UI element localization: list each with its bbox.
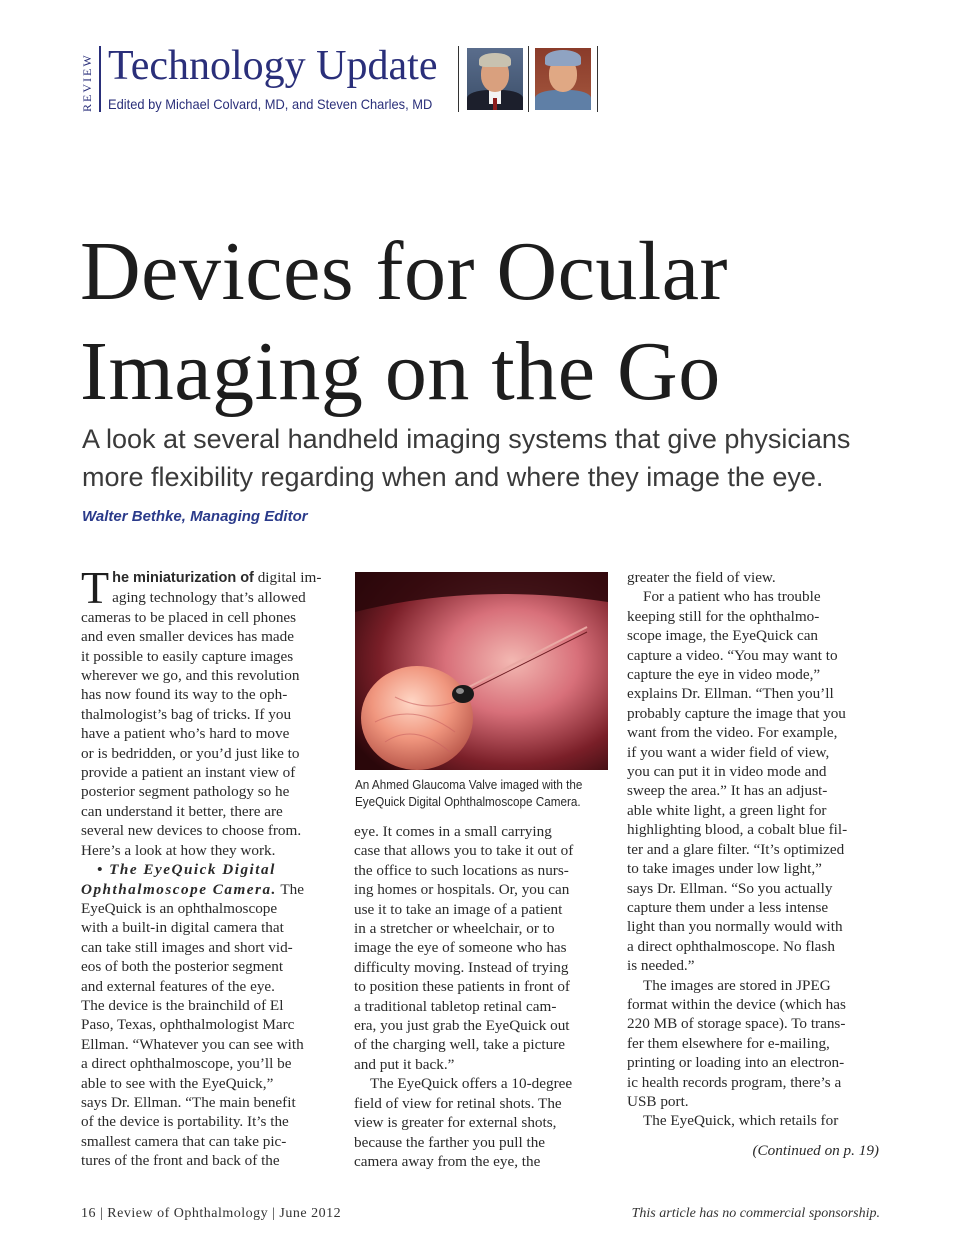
body-line: to position these patients in front of — [354, 978, 570, 996]
body-line: ing homes or hospitals. Or, you can — [354, 881, 570, 899]
body-line: The EyeQuick offers a 10-degree — [370, 1075, 573, 1093]
body-line: cameras to be placed in cell phones — [81, 608, 297, 626]
body-line: in a stretcher or wheelchair, or to — [354, 920, 555, 938]
body-line: keeping still for the ophthalmo- — [627, 607, 820, 625]
subhead: Ophthalmoscope Camera. — [81, 880, 277, 898]
body-line: provide a patient an instant view of — [81, 764, 296, 782]
article-title — [80, 222, 728, 422]
body-line: able to see with the EyeQuick,” — [81, 1074, 274, 1092]
body-line: smallest camera that can take pic- — [81, 1132, 287, 1150]
body-column-1 — [81, 562, 335, 1171]
body-line: eye. It comes in a small carrying — [354, 823, 552, 840]
body-line: and even smaller devices has made — [81, 628, 294, 646]
body-line: capture a video. “You may want to — [627, 646, 838, 664]
body-line: ic health records program, there’s a — [627, 1073, 842, 1091]
body-line: can take still images and short vid- — [81, 938, 293, 956]
body-line: because the farther you pull the — [354, 1133, 546, 1151]
body-line: says Dr. Ellman. “So you actually — [627, 879, 833, 897]
body-line: and put it back.” — [354, 1055, 455, 1073]
body-column-3 — [627, 568, 881, 1160]
photo-divider — [597, 46, 598, 112]
sponsorship-note: This article has no commercial sponsorship. — [631, 1206, 880, 1221]
page-footer-folio: 16 | Review of Ophthalmology | June 2012 — [81, 1206, 342, 1221]
body-line: Paso, Texas, ophthalmologist Marc — [81, 1016, 295, 1034]
body-line: aging technology that’s allowed — [112, 589, 306, 607]
body-line: difficulty moving. Instead of trying — [354, 958, 569, 976]
body-line: a traditional tabletop retinal cam- — [354, 997, 557, 1015]
body-line: The images are stored in JPEG — [643, 976, 831, 994]
body-line: use it to take an image of a patient — [354, 900, 563, 918]
body-line: For a patient who has trouble — [643, 588, 821, 606]
photo-divider — [458, 46, 459, 112]
body-line: with a built-in digital camera that — [81, 919, 284, 937]
body-line: sweep the area.” It has an adjust- — [627, 782, 828, 800]
body-line: field of view for retinal shots. The — [354, 1094, 562, 1112]
body-line: scope image, the EyeQuick can — [627, 627, 819, 645]
body-line: of the device is portability. It’s the — [81, 1113, 289, 1131]
body-line: he miniaturization of digital im- — [112, 569, 322, 586]
body-line: ter and a glare filter. “It’s optimized — [627, 840, 845, 858]
body-line: the office to such locations as nurs- — [354, 861, 569, 879]
body-line: Ophthalmoscope Camera. The — [81, 880, 304, 898]
body-line: case that allows you to take it out of — [354, 842, 574, 860]
body-line: capture the eye in video mode,” — [627, 666, 821, 684]
figure-caption — [355, 776, 615, 810]
body-line: or is bedridden, or you’d just like to — [81, 744, 300, 762]
body-line: have a patient who’s hard to move — [81, 725, 290, 743]
body-line: EyeQuick is an ophthalmoscope — [81, 899, 278, 917]
deck-line: more flexibility regarding when and where they image the eye. — [82, 462, 824, 492]
figure-eyequick-image — [355, 572, 608, 770]
body-line: wherever we go, and this revolution — [81, 667, 300, 685]
body-line: thalmologist’s bag of tricks. If you — [81, 705, 292, 723]
body-line: view is greater for external shots, — [354, 1114, 557, 1132]
photo-divider — [528, 46, 529, 112]
body-line: Here’s a look at how they work. — [81, 841, 276, 859]
body-line: highlighting blood, a cobalt blue fil- — [627, 821, 848, 839]
body-line: explains Dr. Ellman. “Then you’ll — [627, 685, 834, 703]
body-line: says Dr. Ellman. “The main benefit — [81, 1093, 296, 1111]
body-line: has now found its way to the oph- — [81, 686, 288, 704]
body-line: and external features of the eye. — [81, 977, 275, 995]
article-deck — [82, 420, 902, 496]
body-line: several new devices to choose from. — [81, 822, 302, 840]
body-line: can understand it better, there are — [81, 802, 283, 820]
body-line: USB port. — [627, 1092, 689, 1110]
body-line: The EyeQuick, which retails for — [643, 1112, 839, 1130]
body-line: fer them elsewhere for e-mailing, — [627, 1034, 830, 1052]
caption-line: An Ahmed Glaucoma Valve imaged with the — [355, 777, 583, 792]
body-line: greater the field of view. — [627, 569, 776, 586]
body-line: image the eye of someone who has — [354, 939, 567, 957]
section-tag: REVIEW — [80, 53, 94, 112]
body-line: camera away from the eye, the — [354, 1152, 541, 1170]
header-rule — [99, 46, 101, 112]
body-line: a direct ophthalmoscope, you’ll be — [81, 1055, 292, 1073]
body-column-2 — [354, 822, 608, 1171]
body-line: light than you normally would with — [627, 918, 843, 936]
subhead: • The EyeQuick Digital — [97, 861, 276, 879]
body-line: a direct ophthalmoscope. No flash — [627, 937, 835, 955]
body-line: capture them under a less intense — [627, 898, 829, 916]
body-line: era, you just grab the EyeQuick out — [354, 1017, 570, 1035]
body-line: if you want a wider field of view, — [627, 743, 830, 761]
continued-note: (Continued on p. 19) — [752, 1141, 879, 1159]
body-line: it possible to easily capture images — [81, 647, 294, 665]
body-line: to take images under low light,” — [627, 860, 822, 878]
body-line: is needed.” — [627, 957, 695, 975]
byline: Walter Bethke, Managing Editor — [82, 508, 308, 525]
section-editors: Edited by Michael Colvard, MD, and Steven Charles, MD — [108, 96, 433, 112]
article-title-line: Imaging on the Go — [80, 325, 721, 418]
lead-in: he miniaturization of — [112, 570, 254, 586]
editor-photo-colvard — [467, 48, 523, 110]
section-title: Technology Update — [108, 43, 438, 89]
body-line: tures of the front and back of the — [81, 1152, 280, 1170]
body-line: The device is the brainchild of El — [81, 996, 284, 1014]
body-line: posterior segment pathology so he — [81, 783, 290, 801]
drop-cap: T — [81, 562, 110, 613]
deck-line: A look at several handheld imaging systems that give physicians — [82, 424, 851, 454]
body-line: format within the device (which has — [627, 995, 846, 1013]
body-line: 220 MB of storage space). To trans- — [627, 1015, 846, 1033]
body-line: printing or loading into an electron- — [627, 1054, 845, 1072]
body-line: eos of both the posterior segment — [81, 958, 284, 976]
editor-photo-charles — [535, 48, 591, 110]
body-line: Ellman. “Whatever you can see with — [81, 1035, 304, 1053]
body-line: probably capture the image that you — [627, 704, 846, 722]
body-line: you can put it in video mode and — [627, 763, 827, 781]
body-line: able white light, a green light for — [627, 801, 827, 819]
caption-line: EyeQuick Digital Ophthalmoscope Camera. — [355, 794, 581, 809]
body-line: of the charging well, take a picture — [354, 1036, 565, 1054]
article-title-line: Devices for Ocular — [80, 225, 729, 318]
body-line: want from the video. For example, — [627, 724, 838, 742]
